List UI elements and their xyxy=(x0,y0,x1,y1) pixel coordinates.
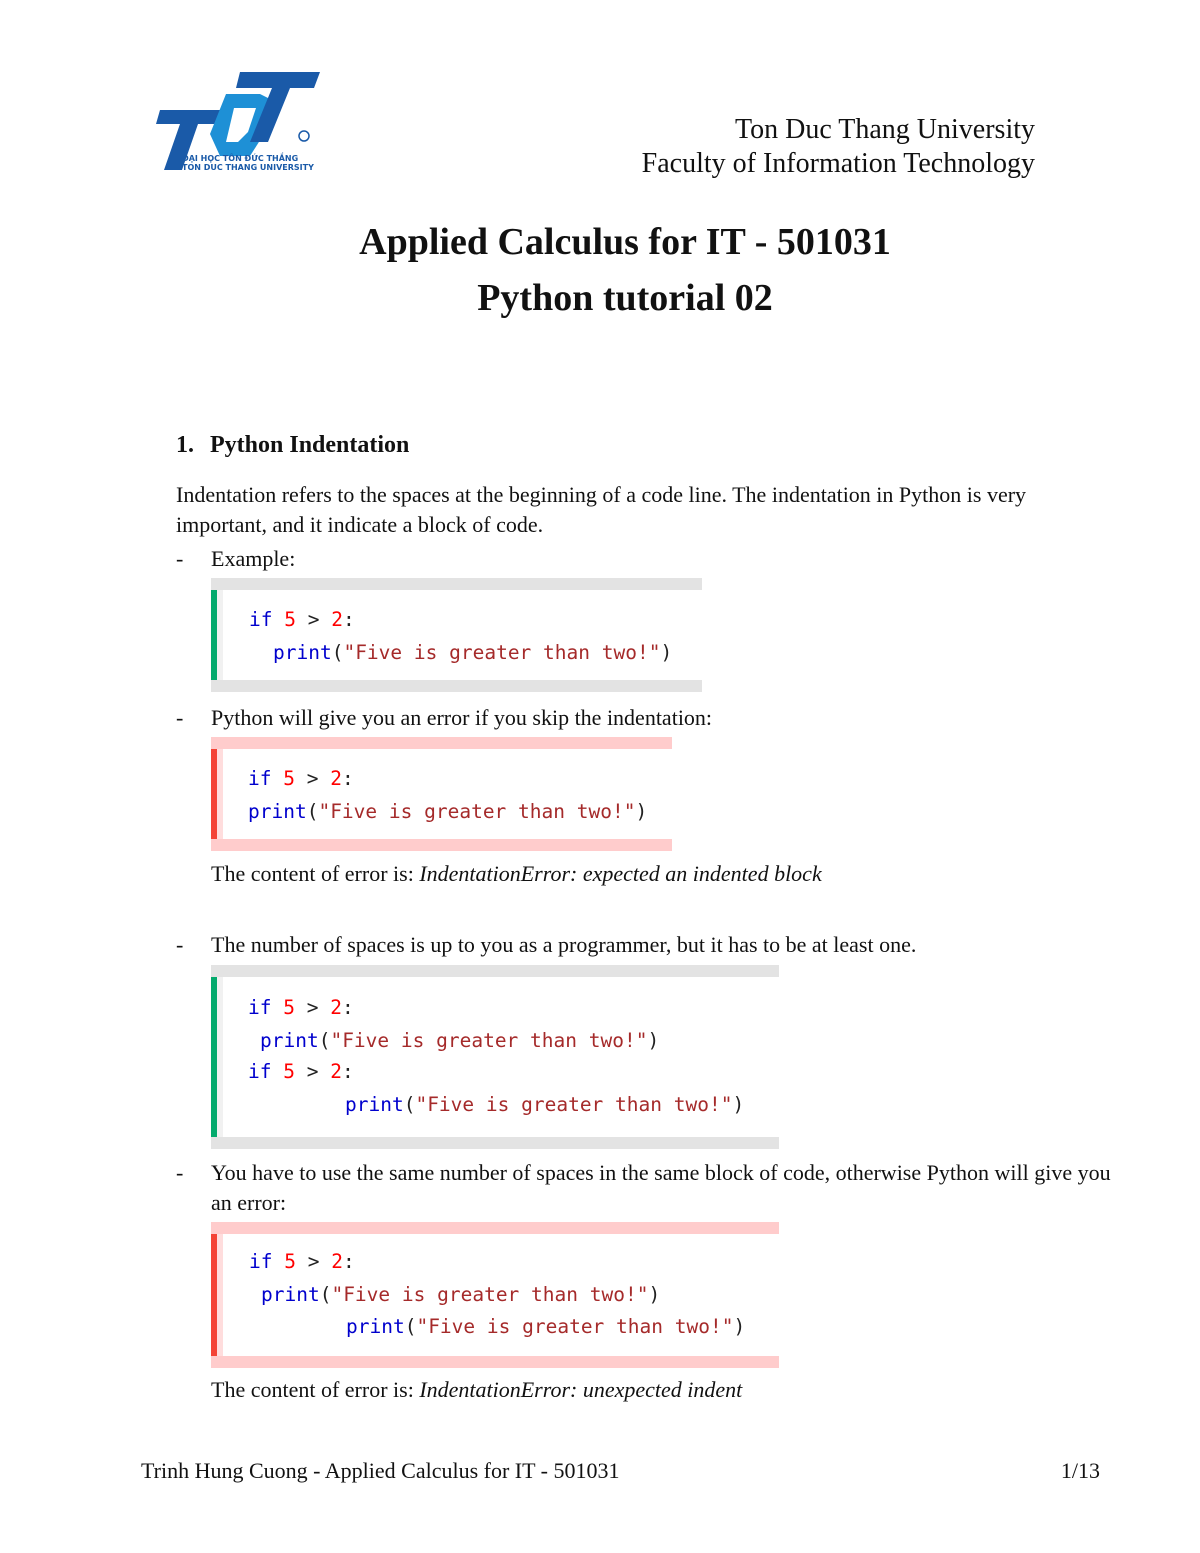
page-number: 1/13 xyxy=(1060,1458,1100,1483)
error-message-2 xyxy=(211,1377,742,1403)
bullet-dash: - xyxy=(176,1160,184,1185)
code-line: print("Five is greater than two!") xyxy=(248,800,648,823)
section-heading xyxy=(176,432,409,459)
error-label: The content of error is: xyxy=(211,1377,420,1402)
code-line: if 5 > 2: xyxy=(248,767,354,790)
code-line: print("Five is greater than two!") xyxy=(273,641,673,664)
bullet-dash: - xyxy=(176,546,184,571)
bullet-text: Example: xyxy=(211,546,296,571)
code-line: print("Five is greater than two!") xyxy=(345,1093,745,1116)
faculty-name: Faculty of Information Technology xyxy=(641,148,1035,179)
intro-paragraph: Indentation refers to the spaces at the beginning of a code line. The indentation in Python is very important, and it indicate a block of code. xyxy=(176,482,1027,537)
logo-caption-en: TON DUC THANG UNIVERSITY xyxy=(182,163,314,172)
code-line: if 5 > 2: xyxy=(248,996,354,1019)
bullet-text: The number of spaces is up to you as a programmer, but it has to be at least one. xyxy=(211,932,917,957)
code-line: print("Five is greater than two!") xyxy=(261,1283,661,1306)
logo-caption-vn: ĐẠI HỌC TÔN ĐỨC THẮNG xyxy=(182,154,299,163)
tutorial-title: Python tutorial 02 xyxy=(477,277,773,319)
code-line: if 5 > 2: xyxy=(249,608,355,631)
code-line: if 5 > 2: xyxy=(248,1060,354,1083)
code-line: if 5 > 2: xyxy=(249,1250,355,1273)
section-title: Python Indentation xyxy=(210,432,410,458)
footer-text: Trinh Hung Cuong - Applied Calculus for IT - 501031 xyxy=(141,1458,620,1483)
course-title: Applied Calculus for IT - 501031 xyxy=(359,221,891,263)
bullet-dash: - xyxy=(176,932,184,957)
bullet-dash: - xyxy=(176,705,184,730)
code-block-error-unexpected-indent xyxy=(211,1222,779,1368)
code-line: print("Five is greater than two!") xyxy=(346,1315,746,1338)
error-text: IndentationError: unexpected indent xyxy=(419,1377,743,1402)
code-block-error-missing-indent xyxy=(211,737,672,851)
bullet-text: Python will give you an error if you skip the indentation: xyxy=(211,705,713,730)
code-block-example xyxy=(211,578,702,692)
code-block-spaces-example xyxy=(211,965,779,1149)
university-name: Ton Duc Thang University xyxy=(734,114,1035,145)
section-number: 1. xyxy=(176,432,194,458)
bullet-text: You have to use the same number of spaces in the same block of code, otherwise Python will give you an error: xyxy=(211,1160,1111,1215)
error-text: IndentationError: expected an indented block xyxy=(419,861,822,886)
tdt-university-logo-icon xyxy=(140,72,322,176)
error-label: The content of error is: xyxy=(211,861,420,886)
code-line: print("Five is greater than two!") xyxy=(260,1029,660,1052)
error-message-1 xyxy=(211,861,822,887)
